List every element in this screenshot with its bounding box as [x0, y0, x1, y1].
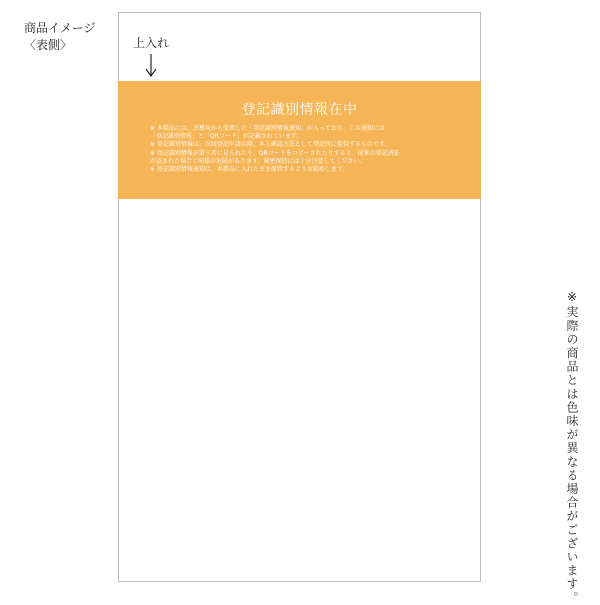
banner-note-line: ※ 登記識別情報は、次回登記申請の際、本人確認方法として登記所に提供するものです。 [150, 141, 391, 149]
caption-title: 商品イメージ [24, 21, 96, 35]
banner-note-line: 「登記識別情報」と「QRコード」が記載されています。 [150, 133, 303, 141]
color-disclaimer: ※実際の商品とは色味が異なる場合がございます。 [565, 290, 579, 605]
banner-note-line: ※ 登記識別情報通知は、本製品に入れたまま保管するようお勧めします。 [150, 166, 349, 174]
caption-subtitle: 〈表側〉 [24, 38, 73, 52]
banner-note-line: が盗まれた場合と同様の危険があります。秘密保持には十分注意してください。 [150, 157, 366, 165]
banner-notes [150, 125, 470, 174]
banner-note-line: ※ 登記識別情報が第三者に見られたり、QRコードをコピーされたりすると、従来の登記済証 [150, 149, 400, 157]
info-banner [118, 81, 481, 199]
open-side-label: 上入れ [133, 36, 170, 50]
arrow-down-icon [144, 54, 158, 82]
banner-title: 登記識別情報在中 [241, 102, 358, 118]
banner-note-line: ※ 本製品には、法務局から受領した「登記識別情報通知」が入っており、この通知には [150, 125, 385, 132]
